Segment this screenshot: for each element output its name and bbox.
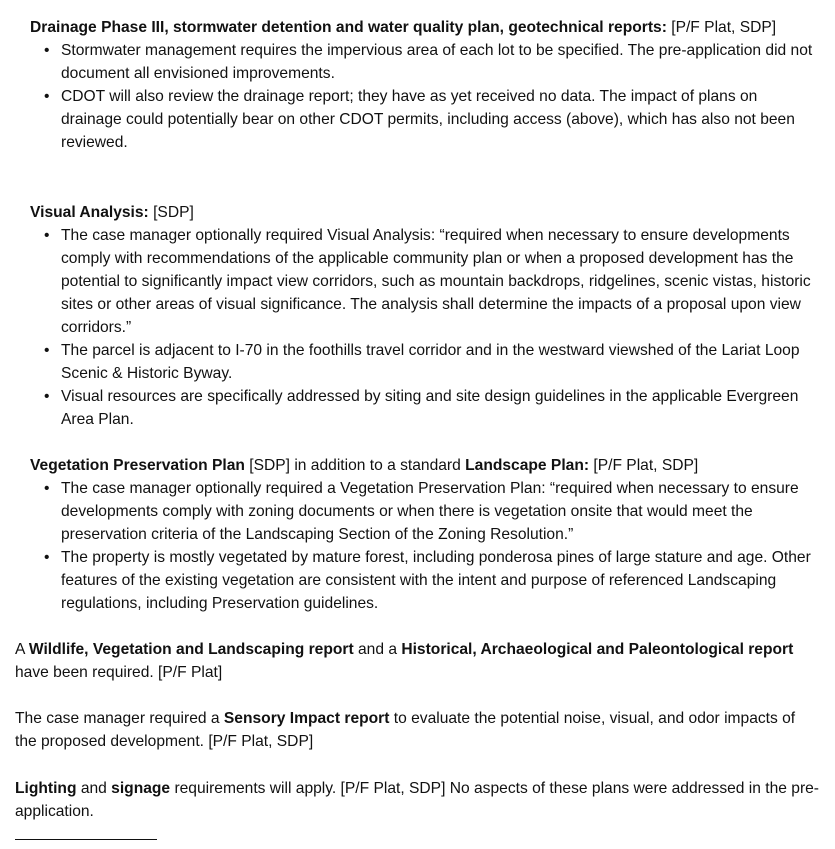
list-item [30,385,820,431]
sensory-text [15,707,820,753]
vegetation-heading: Vegetation Preservation Plan [30,457,245,474]
bullet-icon: • [44,549,50,566]
bullet-icon: • [44,42,50,59]
list-item [30,546,820,615]
wildlife-t3: have been required. [P/F Plat] [15,664,223,681]
drainage-tag: [P/F Plat, SDP] [666,19,777,36]
visual-bullet-list [30,224,820,431]
landscape-heading: Landscape Plan: [465,457,590,474]
vegetation-heading-line [30,454,820,477]
sensory-paragraph [15,707,820,753]
list-item-text: Stormwater management requires the impervious area of each lot to be specified. The pre-application did not document all envisioned improvements. [61,42,813,82]
list-item [30,85,820,154]
footnote-separator [15,839,157,840]
list-item-text: The case manager optionally required a Vegetation Preservation Plan: “required when necessary to ensure developments comply with zoning documents or when there is vegetation onsite that would meet the preservation criteria of the Landscaping Section of the Zoning Resolution.” [61,480,799,543]
list-item [30,339,820,385]
visual-tag: [SDP] [148,204,194,221]
vegetation-text-a: [SDP] in addition to a standard [244,457,466,474]
list-item-text: The parcel is adjacent to I-70 in the foothills travel corridor and in the westward viewshed of the Lariat Loop Scenic & Historic Byway. [61,342,800,382]
bullet-icon: • [44,342,50,359]
drainage-section [30,16,820,154]
visual-analysis-section [30,201,820,431]
lighting-label: Lighting [15,780,77,797]
visual-heading: Visual Analysis: [30,204,149,221]
signage-label: signage [111,780,171,797]
lighting-t1: and [76,780,112,797]
lighting-text [15,777,820,823]
vegetation-section [30,454,820,615]
vegetation-text-b: [P/F Plat, SDP] [589,457,699,474]
drainage-heading: Drainage Phase III, stormwater detention and water quality plan, geotechnical reports: [30,19,667,36]
wildlife-report-label: Wildlife, Vegetation and Landscaping report [28,641,354,658]
wildlife-text [15,638,820,684]
historical-report-label: Historical, Archaeological and Paleontological report [401,641,794,658]
list-item-text: CDOT will also review the drainage report; they have as yet received no data. The impact of plans on drainage could potentially bear on other CDOT permits, including access (above), which has also not been reviewed. [61,88,795,151]
list-item [30,39,820,85]
lighting-paragraph [15,777,820,823]
list-item [30,224,820,339]
bullet-icon: • [44,480,50,497]
sensory-t1: The case manager required a [15,710,224,727]
list-item-text: Visual resources are specifically addressed by siting and site design guidelines in the applicable Evergreen Area Plan. [61,388,799,428]
sensory-t2: to evaluate the potential noise, visual, and odor impacts of the proposed development. [P/F Plat, SDP] [15,710,796,750]
lighting-t2: requirements will apply. [P/F Plat, SDP] No aspects of these plans were addressed in the pre-application. [15,780,820,820]
wildlife-t2: and a [353,641,402,658]
bullet-icon: • [44,227,50,244]
sensory-report-label: Sensory Impact report [223,710,390,727]
visual-heading-line [30,201,820,224]
wildlife-paragraph [15,638,820,684]
drainage-heading-line [30,16,820,39]
list-item [30,477,820,546]
vegetation-bullet-list [30,477,820,615]
wildlife-t1: A [15,641,29,658]
bullet-icon: • [44,388,50,405]
drainage-bullet-list [30,39,820,154]
list-item-text: The case manager optionally required Visual Analysis: “required when necessary to ensure developments comply with recommendations of the applicable community plan or when a proposed development has the potential to significantly impact view corridors, such as mountain backdrops, ridgelines, scenic vistas, historic sites or other areas of visual significance. The analysis shall determine the impacts of a proposal upon view corridors.” [61,227,811,336]
list-item-text: The property is mostly vegetated by mature forest, including ponderosa pines of large stature and age. Other features of the existing vegetation are consistent with the intent and purpose of referenced Landscaping regulations, including Preservation guidelines. [61,549,811,612]
bullet-icon: • [44,88,50,105]
